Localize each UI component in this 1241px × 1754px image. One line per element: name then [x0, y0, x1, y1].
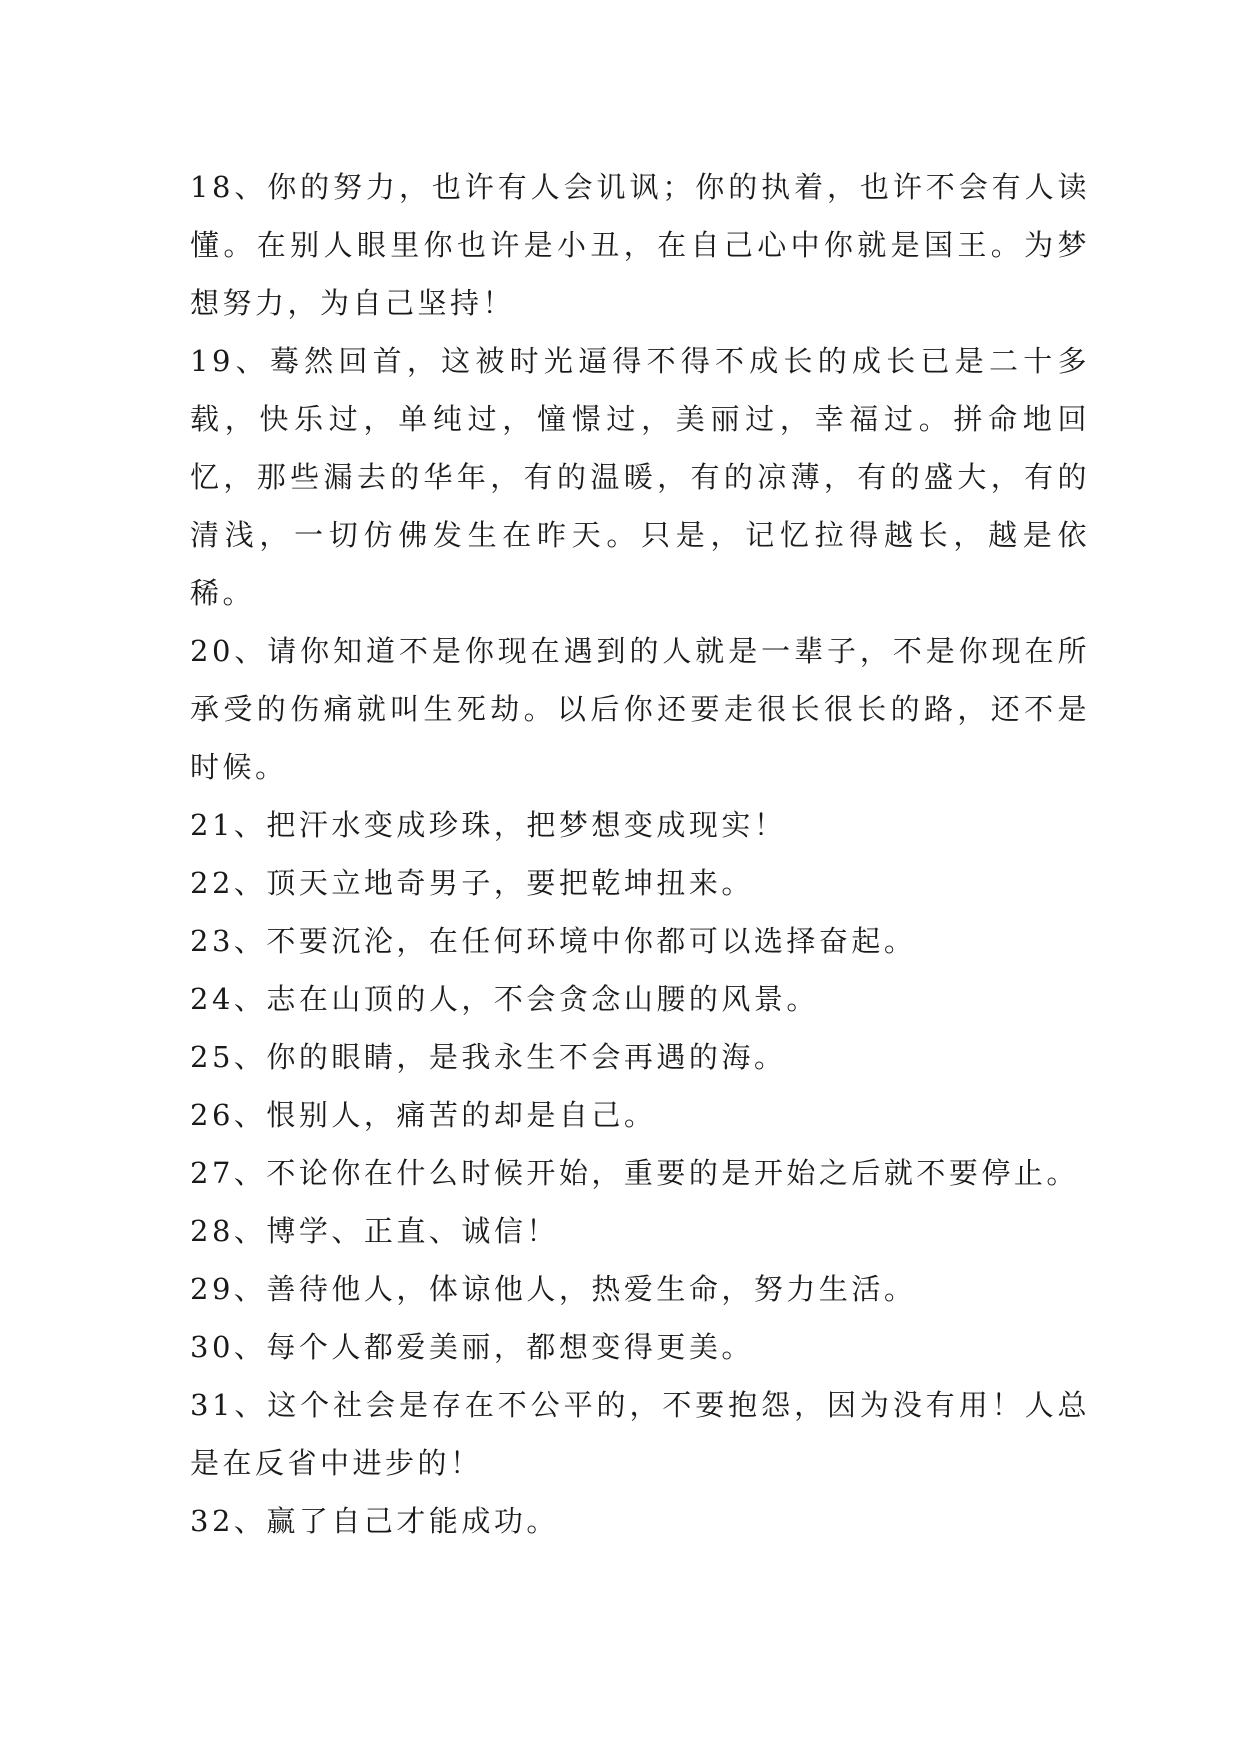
paragraph-21: 21、把汗水变成珍珠，把梦想变成现实！ — [190, 808, 787, 842]
paragraph-28: 28、博学、正直、诚信！ — [190, 1214, 559, 1248]
paragraph-26: 26、恨别人，痛苦的却是自己。 — [190, 1098, 657, 1132]
paragraph-19: 19、蓦然回首，这被时光逼得不得不成长的成长已是二十多载，快乐过，单纯过，憧憬过，美丽过，幸福过。拼命地回忆，那些漏去的华年，有的温暖，有的凉薄，有的盛大，有的清浅，一切仿佛发生在昨天。只是，记忆拉得越长，越是依稀。 — [190, 344, 1090, 610]
paragraph-18: 18、你的努力，也许有人会讥讽；你的执着，也许不会有人读懂。在别人眼里你也许是小丑，在自己心中你就是国王。为梦想努力，为自己坚持！ — [190, 170, 1090, 320]
paragraph-25: 25、你的眼睛，是我永生不会再遇的海。 — [190, 1040, 787, 1074]
paragraph-23: 23、不要沉沦，在任何环境中你都可以选择奋起。 — [190, 924, 917, 958]
paragraph-32: 32、赢了自己才能成功。 — [190, 1504, 559, 1538]
paragraph-30: 30、每个人都爱美丽，都想变得更美。 — [190, 1330, 754, 1364]
paragraph-27: 27、不论你在什么时候开始，重要的是开始之后就不要停止。 — [190, 1156, 1079, 1190]
paragraph-20: 20、请你知道不是你现在遇到的人就是一辈子，不是你现在所承受的伤痛就叫生死劫。以后你还要走很长很长的路，还不是时候。 — [190, 634, 1090, 784]
paragraph-29: 29、善待他人，体谅他人，热爱生命，努力生活。 — [190, 1272, 917, 1306]
paragraph-22: 22、顶天立地奇男子，要把乾坤扭来。 — [190, 866, 754, 900]
paragraph-24: 24、志在山顶的人，不会贪念山腰的风景。 — [190, 982, 819, 1016]
paragraph-31: 31、这个社会是存在不公平的，不要抱怨，因为没有用！人总是在反省中进步的！ — [190, 1388, 1090, 1480]
document-body — [190, 158, 1090, 1550]
